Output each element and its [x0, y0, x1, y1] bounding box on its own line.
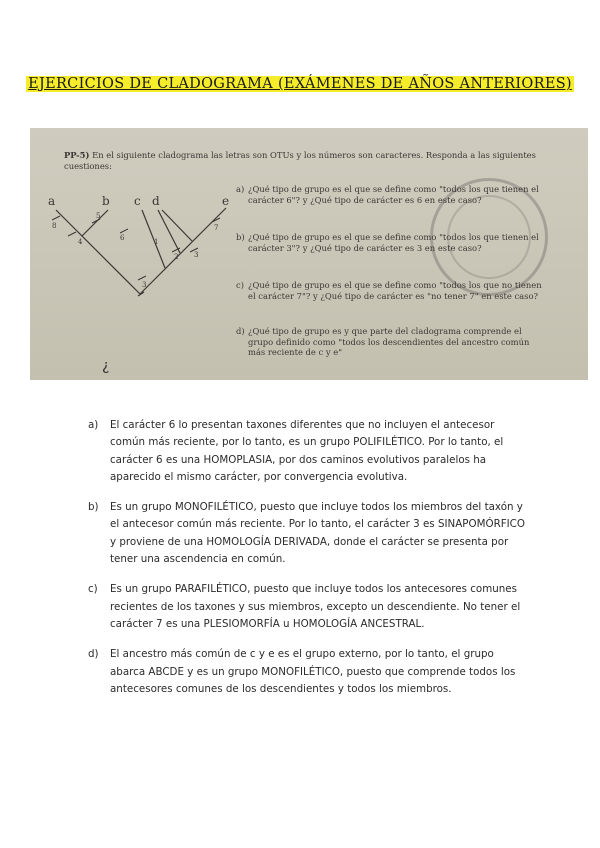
tick-8 — [52, 216, 60, 220]
taxon-label: b — [102, 194, 110, 208]
char-label: 8 — [52, 222, 57, 230]
char-label: 6 — [120, 234, 125, 242]
branch-left — [56, 210, 140, 294]
branch-b — [82, 210, 108, 236]
answer-a: a) El carácter 6 lo presentan taxones diferentes que no incluyen el antecesor común más reciente, por lo tanto, es un grupo POLIFILÉTICO. Por lo tanto, el carácter 6 es una HOMOPLASIA, por dos caminos evolutivos paralelos ha aparecido el mismo carácter, por convergencia evolutiva. — [88, 419, 504, 483]
exam-photo — [30, 128, 588, 380]
exercise-header: PP-5) En el siguiente cladograma las letras son OTUs y los números son caracteres. Responda a las siguientes cuestiones: — [64, 150, 536, 171]
char-label: 2 — [174, 253, 179, 261]
taxon-label: c — [134, 194, 141, 208]
char-label: 3 — [142, 281, 147, 289]
taxon-label: d — [152, 194, 160, 208]
answers-list — [88, 417, 528, 711]
answer-d: d) El ancestro más común de c y e es el grupo externo, por lo tanto, el grupo abarca ABCDE y es un grupo MONOFILÉTICO, puesto que comprende todos los antecesores comunes de los descendientes y todos los miembros. — [88, 648, 516, 695]
question-d: d) ¿Qué tipo de grupo es y que parte del cladograma comprende el grupo definido como "todos los descendientes del ancestro común más reciente de c y e" — [236, 326, 530, 357]
char-label: 4 — [78, 238, 83, 246]
answer-b: b) Es un grupo MONOFILÉTICO, puesto que incluye todos los miembros del taxón y el antecesor común más reciente. Por lo tanto, el carácter 3 es SINAPOMÓRFICO y proviene de una HOMOLOGÍA DERIVADA, donde el carácter se presenta por tener una ascendencia en común. — [88, 501, 525, 566]
question-b: b) ¿Qué tipo de grupo es el que se define como "todos los que tienen el carácter 3"? y ¿Qué tipo de carácter es 3 en este caso? — [236, 232, 539, 253]
answer-c: c) Es un grupo PARAFILÉTICO, puesto que incluye todos los antecesores comunes recientes de los taxones y sus miembros, excepto un descendiente. No tener el carácter 7 es una PLESIOMORFÍA u HOMOLOGÍA ANCESTRAL. — [88, 583, 521, 630]
question-a: a) ¿Qué tipo de grupo es el que se define como "todos los que tienen el carácter 6"? y ¿Qué tipo de carácter es 6 en este caso? — [236, 184, 539, 205]
page-title: EJERCICIOS DE CLADOGRAMA (EXÁMENES DE AÑOS ANTERIORES) — [28, 76, 572, 92]
question-c: c) ¿Qué tipo de grupo es el que se define como "todos los que no tienen el carácter 7"? y ¿Qué tipo de carácter es "no tener 7" en este caso? — [236, 280, 542, 301]
taxon-label: a — [48, 194, 56, 208]
char-label: 1 — [154, 238, 159, 246]
taxon-label: e — [222, 194, 230, 208]
tick-6 — [120, 229, 128, 233]
tick-4 — [68, 232, 76, 236]
tick-3b — [138, 276, 146, 280]
stray-mark: ¿ — [102, 358, 110, 374]
char-label: 3 — [194, 251, 199, 259]
char-label: 5 — [96, 212, 101, 220]
char-label: 7 — [214, 224, 219, 232]
